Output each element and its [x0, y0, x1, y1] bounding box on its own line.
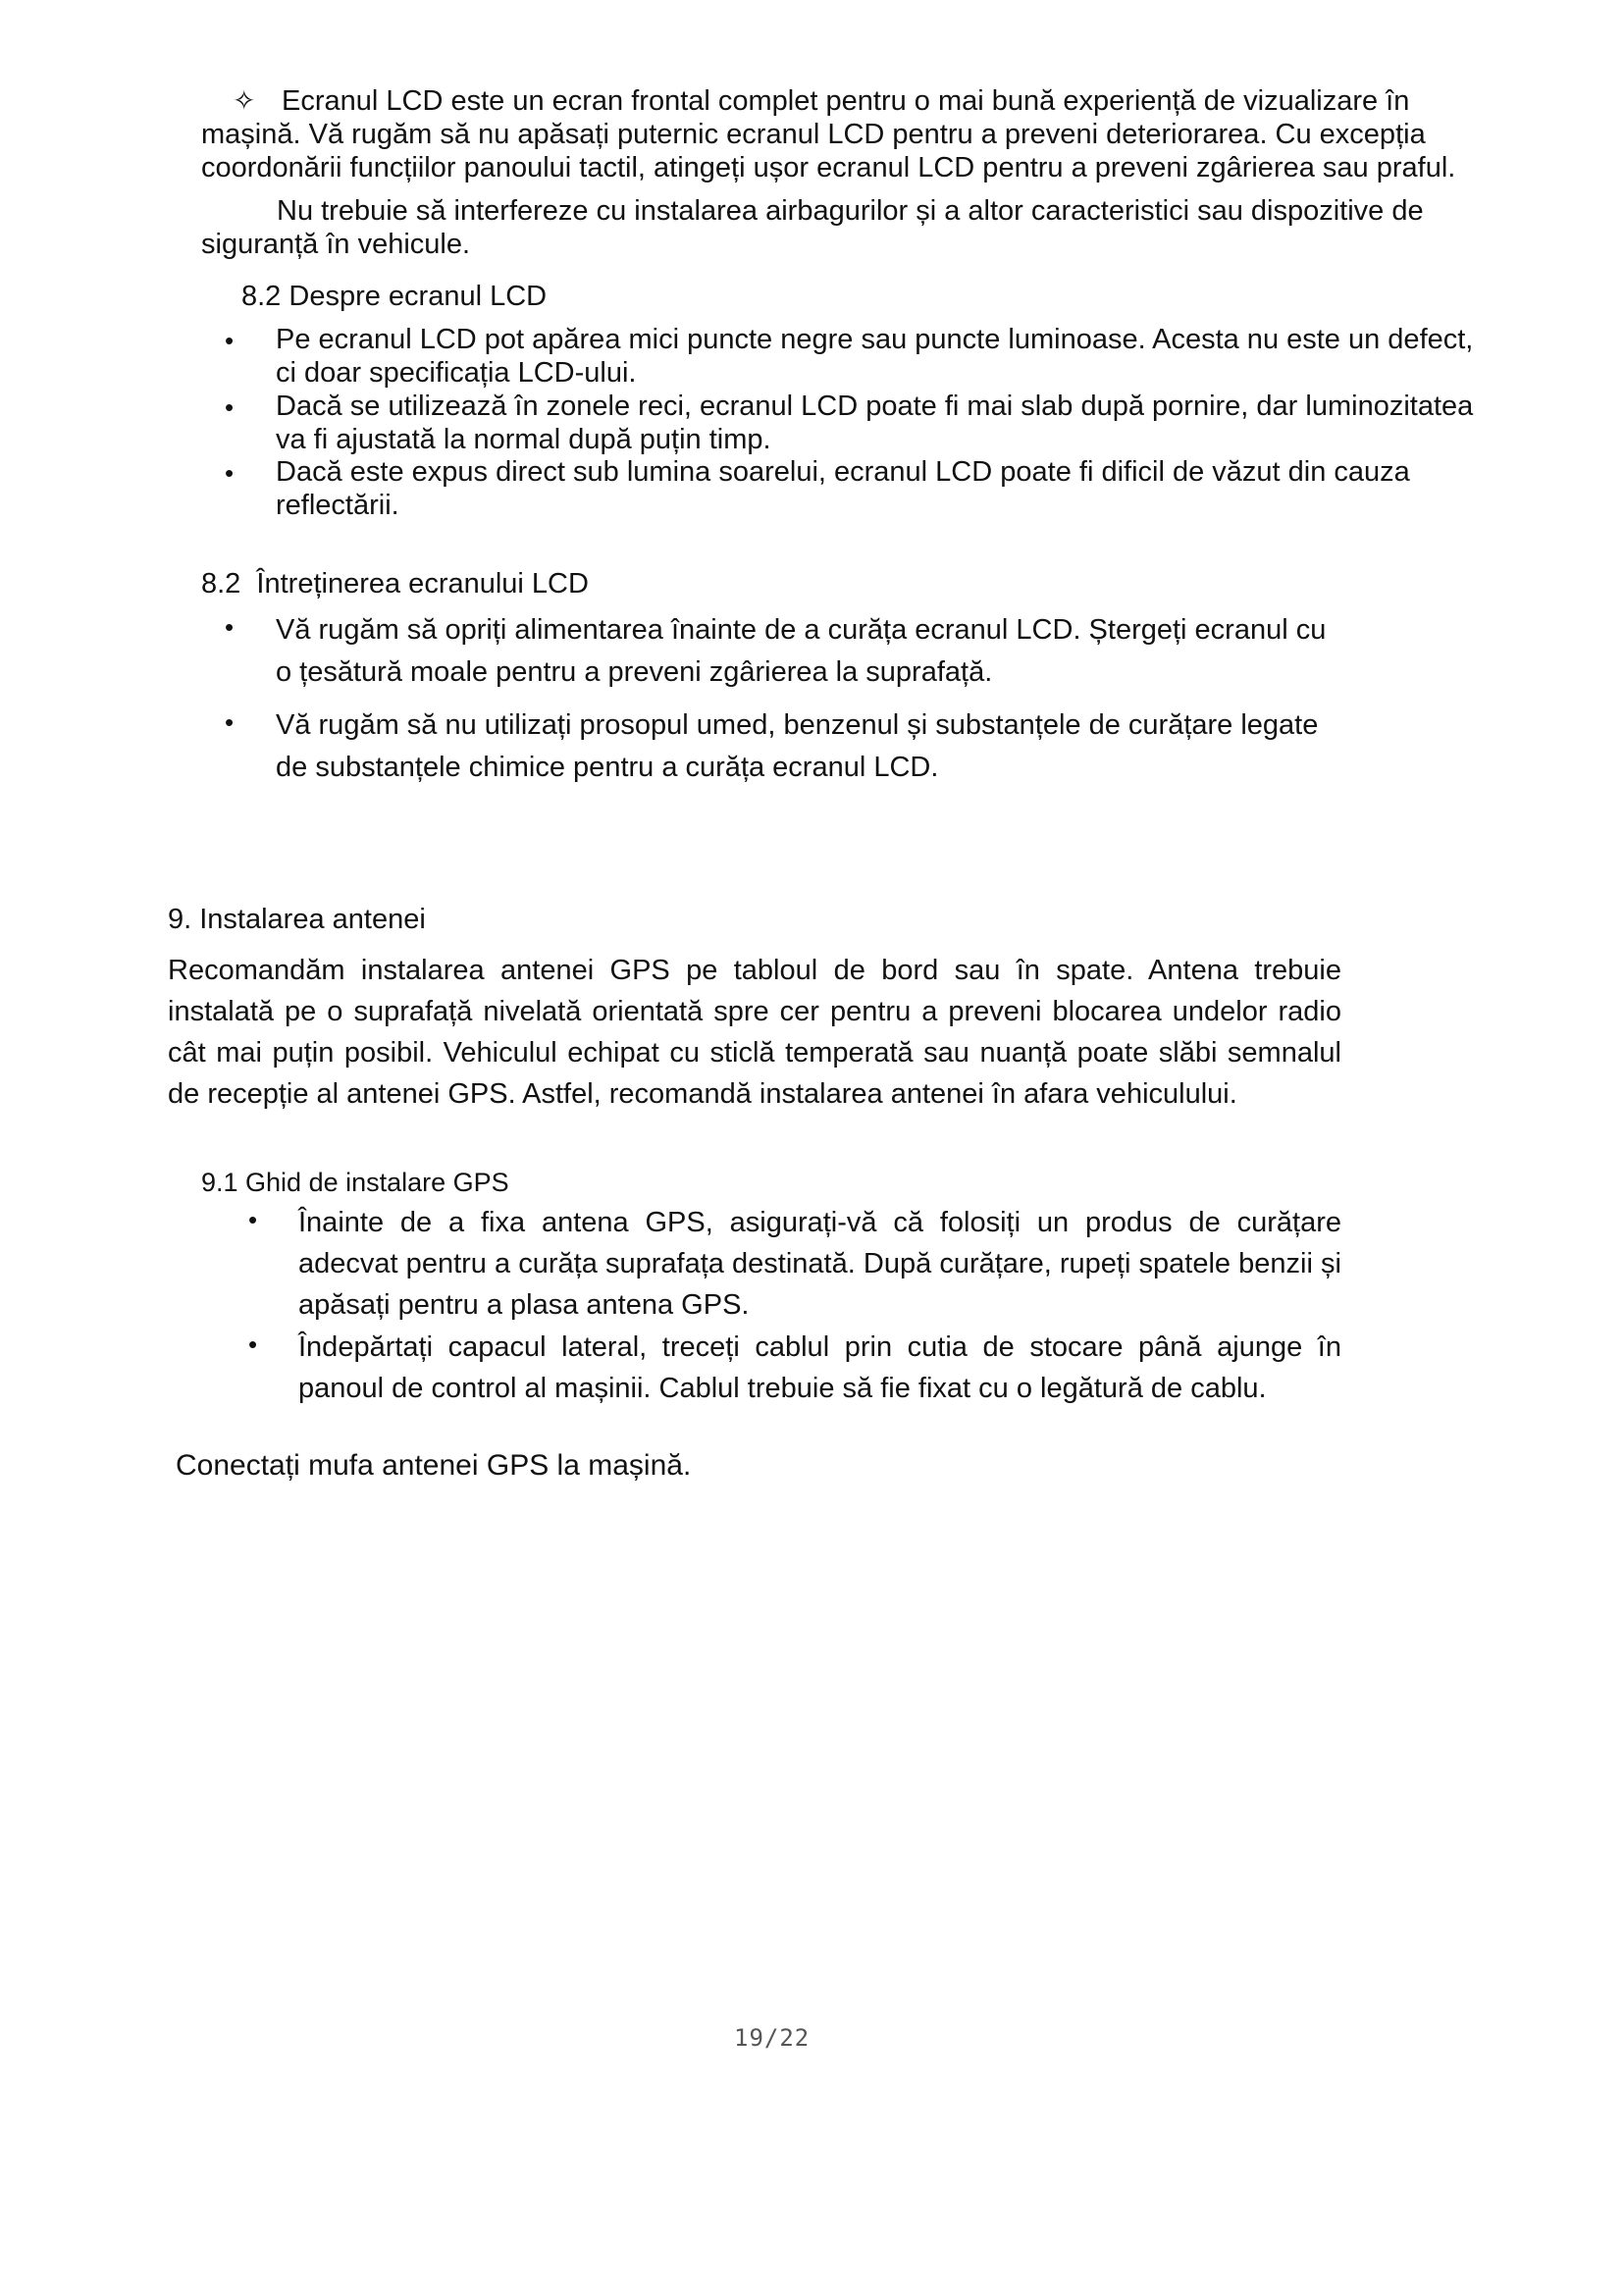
- section-heading-8-2-maintenance: 8.2 Întreținerea ecranului LCD: [201, 568, 589, 600]
- note-line: siguranță în vehicule.: [201, 229, 471, 260]
- note-line: Nu trebuie să interfereze cu instalarea airbagurilor și a altor caracteristici sau dispozitive de: [277, 195, 1424, 227]
- list-item-line: Pe ecranul LCD pot apărea mici puncte negre sau puncte luminoase. Acesta nu este un defect,: [276, 324, 1474, 355]
- bullet-icon: •: [225, 707, 235, 737]
- list-item-line: de substanțele chimice pentru a curăța ecranul LCD.: [276, 752, 939, 783]
- bullet-icon: •: [248, 1205, 258, 1234]
- list-item-line: ci doar specificația LCD-ului.: [276, 357, 637, 389]
- section-heading-9-1: 9.1 Ghid de instalare GPS: [201, 1168, 509, 1197]
- list-item: [276, 455, 1410, 522]
- bullet-icon: •: [225, 612, 235, 642]
- bullet-icon: •: [225, 458, 235, 488]
- bullet-icon: •: [225, 392, 235, 422]
- list-item-line: Dacă este expus direct sub lumina soarelui, ecranul LCD poate fi dificil de văzut din cauza: [276, 456, 1410, 488]
- list-item-line: Vă rugăm să opriți alimentarea înainte de a curăța ecranul LCD. Ștergeți ecranul cu: [276, 614, 1327, 646]
- closing-instruction: Conectați mufa antenei GPS la mașină.: [176, 1449, 692, 1482]
- intro-paragraph: [201, 84, 1455, 184]
- list-item-line: o țesătură moale pentru a preveni zgârierea la suprafață.: [276, 656, 993, 688]
- intro-line: mașină. Vă rugăm să nu apăsați puternic ecranul LCD pentru a preveni deteriorarea. Cu excepția: [201, 119, 1426, 150]
- list-item-line: reflectării.: [276, 490, 399, 521]
- list-item: Îndepărtați capacul lateral, treceți cablul prin cutia de stocare până ajunge în panoul de control al mașinii. Cablul trebuie să fie fixat cu o legătură de cablu.: [298, 1331, 1341, 1404]
- intro-line: Ecranul LCD este un ecran frontal complet pentru o mai bună experiență de vizualizare în: [282, 85, 1410, 117]
- intro-line: coordonării funcțiilor panoului tactil, atingeți ușor ecranul LCD pentru a preveni zgârierea sau praful.: [201, 152, 1456, 183]
- page-number: 19/22: [734, 2024, 811, 2052]
- antenna-paragraph: Recomandăm instalarea antenei GPS pe tabloul de bord sau în spate. Antena trebuie instalată pe o suprafață nivelată orientată spre cer pentru a preveni blocarea undelor radio cât mai puțin posibil. Vehiculul echipat cu sticlă temperată sau nuanță poate slăbi semnalul de recepție al antenei GPS. Astfel, recomandă instalarea antenei în afara vehiculului.: [168, 955, 1341, 1110]
- bullet-icon: •: [225, 326, 235, 355]
- diamond-bullet-icon: ✧: [233, 85, 256, 116]
- bullet-icon: •: [248, 1330, 258, 1359]
- list-item: [276, 609, 1326, 694]
- list-item-line: Dacă se utilizează în zonele reci, ecranul LCD poate fi mai slab după pornire, dar luminozitatea: [276, 391, 1474, 422]
- list-item-line: Vă rugăm să nu utilizați prosopul umed, benzenul și substanțele de curățare legate: [276, 709, 1319, 741]
- section-heading-9: 9. Instalarea antenei: [168, 904, 426, 935]
- list-item-line: va fi ajustată la normal după puțin timp.: [276, 424, 771, 455]
- list-item: Înainte de a fixa antena GPS, asigurați-vă că folosiți un produs de curățare adecvat pentru a curăța suprafața destinată. După curățare, rupeți spatele benzii și apăsați pentru a plasa antena GPS.: [298, 1207, 1341, 1321]
- section-heading-8-2-about: 8.2 Despre ecranul LCD: [241, 281, 548, 312]
- safety-note: [201, 194, 1424, 261]
- list-item: [276, 323, 1473, 390]
- list-item: [276, 390, 1473, 456]
- list-item: [276, 704, 1318, 789]
